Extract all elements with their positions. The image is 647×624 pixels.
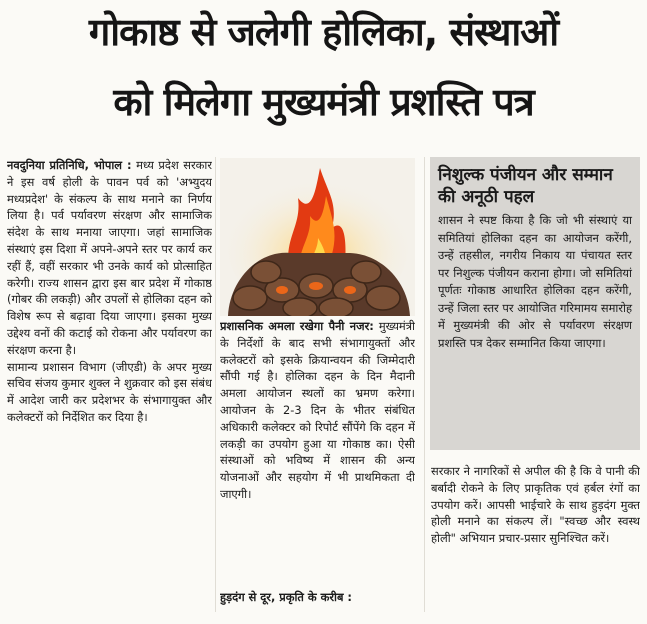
right-column: [431, 463, 640, 613]
column-divider-right: [424, 157, 425, 612]
sidebar-title: निशुल्क पंजीयन और सम्मान की अनूठी पहल: [438, 165, 613, 207]
byline: नवदुनिया प्रतिनिधि, भोपाल :: [7, 158, 132, 172]
middle-footer-subhead: हुड़दंग से दूर, प्रकृति के करीब :: [220, 590, 352, 604]
middle-column: [220, 318, 415, 588]
sidebar-body: शासन ने स्पष्ट किया है कि जो भी संस्थाएं या समितियां होलिका दहन का आयोजन करेंगी, उन्हें तहसील, नगरीय निकाय या पंचायत स्तर पर निशुल्क पंजीयन कराना होगा। जो समितियां पूर्णतः गोकाष्ठ आधारित होलिका दहन करेंगी, उन्हें जिला स्तर पर आयोजित गरिमामय समारोह में मुख्यमंत्री की ओर से पर्यावरण संरक्षण प्रशस्ति पत्र देकर सम्मानित किया जाएगा।: [438, 213, 632, 350]
right-paragraph: सरकार ने नागरिकों से अपील की है कि वे पानी की बर्बादी रोकने के लिए प्राकृतिक एवं हर्बल रंगों का उपयोग करें। आपसी भाईचारे के साथ हुड़दंग मुक्त होली मनाने का संकल्प लें। "स्वच्छ और स्वस्थ होली" अभियान प्रचार-प्रसार सुनिश्चित करें।: [431, 464, 640, 546]
left-paragraph-2: सामान्य प्रशासन विभाग (जीएडी) के अपर मुख्य सचिव संजय कुमार शुक्ल ने शुक्रवार को इस संबंध में आदेश जारी कर प्रदेशभर के संभागायुक्त और कलेक्टरों को निर्देशित कर दिया है।: [7, 359, 212, 424]
sidebar-box: [430, 157, 640, 450]
middle-subhead: प्रशासनिक अमला रखेगा पैनी नजर:: [220, 319, 374, 333]
holika-dung-cake-fire-image: [220, 158, 415, 316]
middle-paragraph-1-text: मुख्यमंत्री के निर्देशों के बाद सभी संभागायुक्तों और कलेक्टरों को इसके क्रियान्वयन की जिम्मेदारी सौंपी गई है। होलिका दहन के दिन मैदानी अमला आयोजन स्थलों का भ्रमण करेगा। आयोजन के 2-3 दिन के भीतर संबंधित अधिकारी कलेक्टर को रिपोर्ट सौंपेंगे कि दहन में लकड़ी का उपयोग हुआ या गोकाष्ठ का। ऐसी संस्थाओं को भविष्य में शासन की अन्य योजनाओं और सहयोग में भी प्राथमिकता दी जाएगी।: [220, 319, 415, 501]
headline-line-1: गोकाष्ठ से जलेगी होलिका, संस्थाओं: [88, 10, 559, 54]
left-paragraph-1-text: मध्य प्रदेश सरकार ने इस वर्ष होली के पावन पर्व को 'अभ्युदय मध्यप्रदेश' के संकल्प के साथ मनाने का निर्णय लिया है। पर्व पर्यावरण संरक्षण और सामाजिक संदेश के साथ मनाया जाएगा। जहां सामाजिक संस्थाएं इस दिशा में अपने-अपने स्तर पर कार्य कर रहीं हैं, वहीं सरकार भी उनके कार्य को प्रोत्साहित करेगी। राज्य शासन द्वारा इस बार प्रदेश में गोकाष्ठ (गोबर की लकड़ी) और उपलों से होलिका दहन को विशेष रूप से बढ़ावा दिया जाएगा। इसका मुख्य उद्देश्य वनों की कटाई को रोकना और पर्यावरण का संरक्षण करना है।: [7, 158, 212, 357]
left-column: [7, 157, 212, 617]
middle-paragraph-1: [220, 318, 415, 503]
headline-line-2: को मिलेगा मुख्यमंत्री प्रशस्ति पत्र: [113, 80, 534, 124]
fire-illustration: [220, 158, 415, 316]
left-paragraph-1: [7, 157, 212, 359]
column-divider-left: [215, 157, 216, 612]
